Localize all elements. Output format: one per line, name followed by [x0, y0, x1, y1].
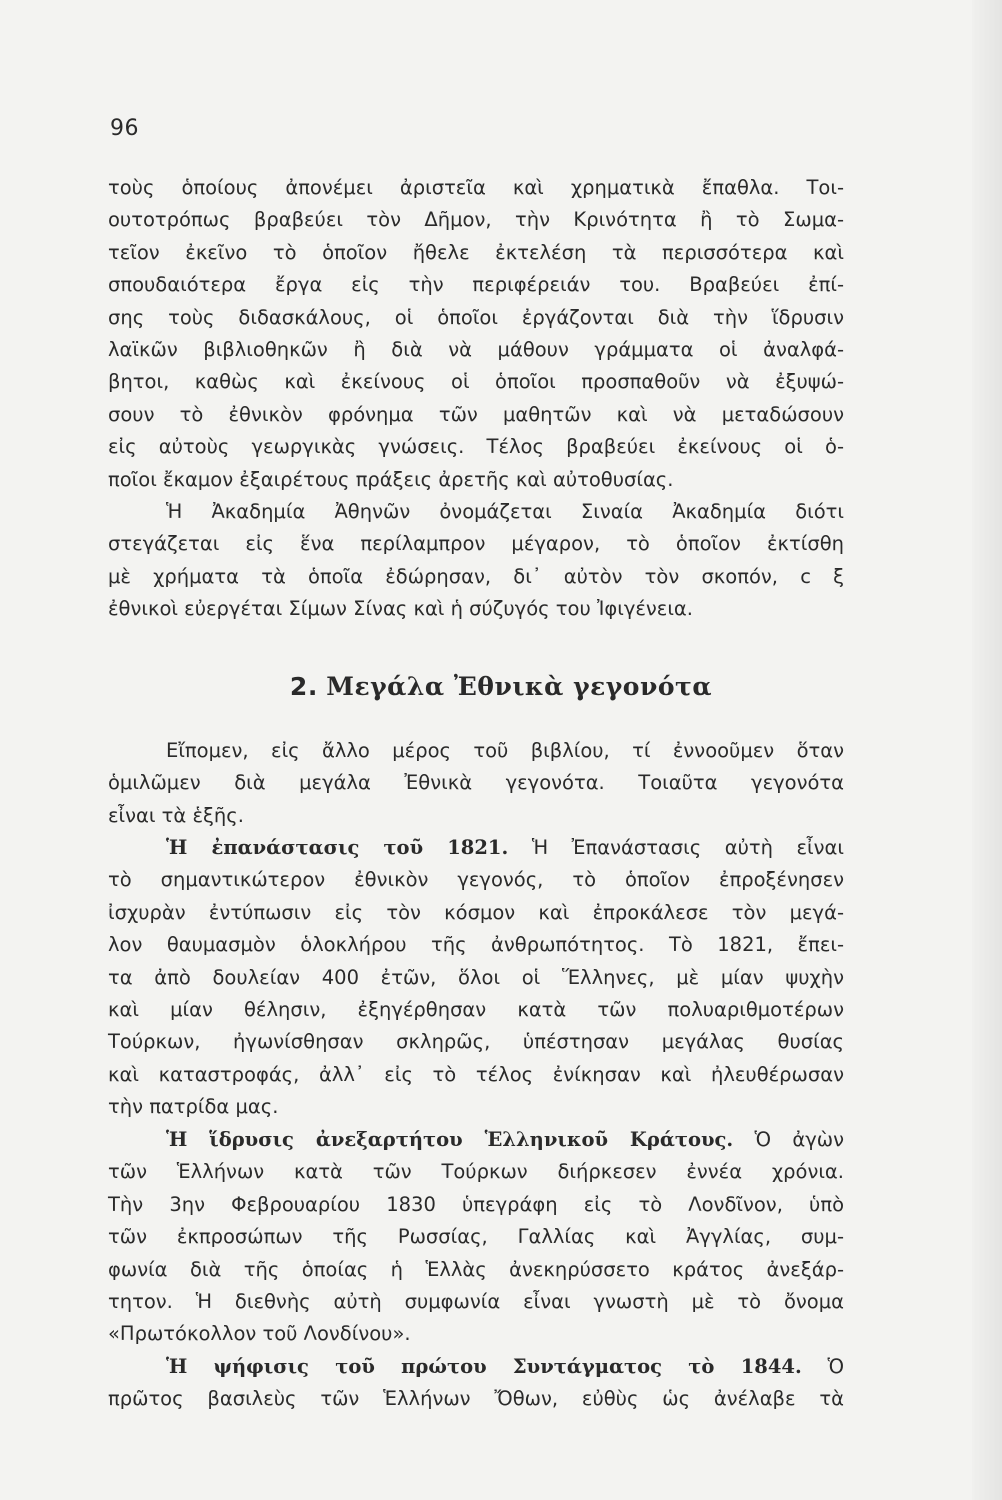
text-line: βητοι, καθὼς καὶ ἐκείνους οἱ ὁποῖοι προσπαθοῦν νὰ ἐξυψώ-: [108, 370, 844, 394]
text-line: τοὺς ὁποίους ἀπονέμει ἀριστεῖα καὶ χρηματικὰ ἔπαθλα. Τοι-: [108, 176, 844, 199]
section-heading: [0, 672, 1002, 701]
text-line: ἐθνικοὶ εὐεργέται Σίμων Σίνας καὶ ἡ σύζυγός του Ἰφιγένεια.: [108, 597, 693, 621]
section-number: 2.: [289, 672, 318, 701]
paragraph-heading: Ἡ ψήφισις τοῦ πρώτου Συντάγματος τὸ 1844.: [166, 1355, 802, 1378]
text-line: ουτοτρόπως βραβεύει τὸν Δῆμον, τὴν Κρινότητα ἢ τὸ Σωμα-: [108, 208, 844, 232]
text-line: τὴν πατρίδα μας.: [108, 1095, 279, 1119]
text-line: τὸ σημαντικώτερον ἐθνικὸν γεγονός, τὸ ὁποῖον ἐπροξένησεν: [108, 868, 844, 892]
text-line: ἰσχυρὰν ἐντύπωσιν εἰς τὸν κόσμον καὶ ἐπροκάλεσε τὸν μεγά-: [108, 900, 844, 924]
text-line: στεγάζεται εἰς ἕνα περίλαμπρον μέγαρον, τὸ ὁποῖον ἐκτίσθη: [108, 532, 844, 556]
paragraph-heading: Ἡ ἵδρυσις ἀνεξαρτήτου Ἑλληνικοῦ Κράτους.: [166, 1128, 734, 1151]
text-line: τῶν Ἑλλήνων κατὰ τῶν Τούρκων διήρκεσεν ἐννέα χρόνια.: [108, 1160, 844, 1184]
text-line: σουν τὸ ἐθνικὸν φρόνημα τῶν μαθητῶν καὶ νὰ μεταδώσουν: [108, 402, 844, 426]
paragraph-heading: Ἡ ἐπανάστασις τοῦ 1821.: [166, 836, 509, 859]
text-line: [108, 1351, 844, 1383]
text-fragment: Ὁ: [827, 1355, 845, 1378]
text-line: Ἡ Ἀκαδημία Ἀθηνῶν ὀνομάζεται Σιναία Ἀκαδημία διότι: [166, 500, 844, 523]
text-line: εἰς αὐτοὺς γεωργικὰς γνώσεις. Τέλος βραβεύει ἐκείνους οἱ ὁ-: [108, 435, 844, 459]
paragraph-5: [108, 1124, 844, 1351]
page-edge-shadow: [972, 0, 1002, 1500]
text-line: Τὴν 3ην Φεβρουαρίου 1830 ὑπεγράφη εἰς τὸ Λονδῖνον, ὑπὸ: [108, 1192, 844, 1216]
text-line: εἶναι τὰ ἑξῆς.: [108, 803, 244, 827]
text-line: τῶν ἐκπροσώπων τῆς Ρωσσίας, Γαλλίας καὶ Ἀγγλίας, συμ-: [108, 1225, 844, 1249]
text-fragment: Ἡ Ἐπανάστασις αὐτὴ εἶναι: [531, 836, 844, 859]
text-line: [108, 832, 844, 864]
paragraph-2: [108, 496, 844, 626]
paragraph-4: [108, 832, 844, 1124]
text-line: τητον. Ἡ διεθνὴς αὐτὴ συμφωνία εἶναι γνωστὴ μὲ τὸ ὄνομα: [108, 1289, 844, 1313]
text-line: λαϊκῶν βιβλιοθηκῶν ἢ διὰ νὰ μάθουν γράμματα οἱ ἀναλφά-: [108, 337, 844, 361]
text-line: λον θαυμασμὸν ὁλοκλήρου τῆς ἀνθρωπότητος. Τὸ 1821, ἔπει-: [108, 933, 844, 957]
section-title: Μεγάλα Ἐθνικὰ γεγονότα: [326, 672, 713, 701]
text-line: πρῶτος βασιλεὺς τῶν Ἑλλήνων Ὄθων, εὐθὺς ὡς ἀνέλαβε τὰ: [108, 1387, 844, 1411]
text-line: ὁμιλῶμεν διὰ μεγάλα Ἐθνικὰ γεγονότα. Τοιαῦτα γεγονότα: [108, 771, 844, 795]
text-line: φωνία διὰ τῆς ὁποίας ἡ Ἑλλὰς ἀνεκηρύσσετο κράτος ἀνεξάρ-: [108, 1257, 844, 1281]
text-line: τα ἀπὸ δουλείαν 400 ἐτῶν, ὅλοι οἱ Ἕλληνες, μὲ μίαν ψυχὴν: [108, 965, 844, 989]
paragraph-1: [108, 172, 844, 496]
text-line: «Πρωτόκολλον τοῦ Λονδίνου».: [108, 1322, 411, 1346]
paragraph-6: [108, 1351, 844, 1416]
text-line: σπουδαιότερα ἔργα εἰς τὴν περιφέρειάν του. Βραβεύει ἐπί-: [108, 273, 844, 297]
page-number: 96: [110, 116, 139, 141]
text-line: ποῖοι ἔκαμον ἐξαιρέτους πράξεις ἀρετῆς καὶ αὐτοθυσίας.: [108, 467, 674, 491]
text-line: τεῖον ἐκεῖνο τὸ ὁποῖον ἤθελε ἐκτελέση τὰ περισσότερα καὶ: [108, 240, 844, 264]
text-fragment: Ὁ ἀγὼν: [754, 1128, 844, 1151]
paragraph-3: [108, 735, 844, 832]
text-line: μὲ χρήματα τὰ ὁποῖα ἐδώρησαν, δι᾽ αὐτὸν τὸν σκοπόν, c ξ: [108, 564, 844, 588]
text-line: σης τοὺς διδασκάλους, οἱ ὁποῖοι ἐργάζονται διὰ τὴν ἵδρυσιν: [108, 305, 844, 329]
text-line: [108, 1124, 844, 1156]
text-line: καὶ μίαν θέλησιν, ἐξηγέρθησαν κατὰ τῶν πολυαριθμοτέρων: [108, 997, 844, 1021]
text-line: καὶ καταστροφάς, ἀλλ᾽ εἰς τὸ τέλος ἐνίκησαν καὶ ἠλευθέρωσαν: [108, 1062, 844, 1086]
text-line: Εἴπομεν, εἰς ἄλλο μέρος τοῦ βιβλίου, τί ἐννοοῦμεν ὅταν: [166, 739, 844, 762]
text-line: Τούρκων, ἠγωνίσθησαν σκληρῶς, ὑπέστησαν μεγάλας θυσίας: [108, 1030, 844, 1054]
